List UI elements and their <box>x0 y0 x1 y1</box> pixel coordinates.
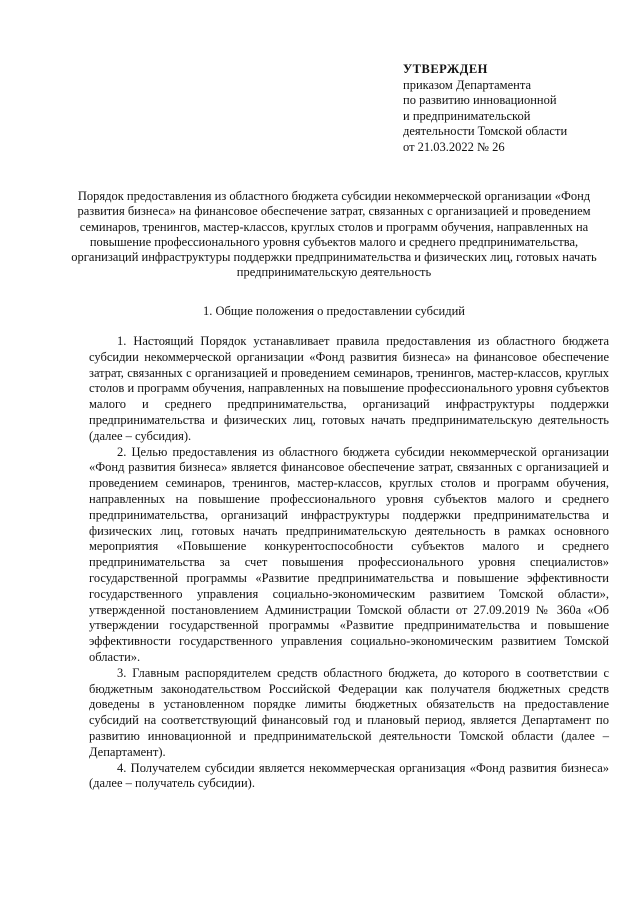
approval-title: УТВЕРЖДЕН <box>403 62 488 76</box>
section-heading: 1. Общие положения о предоставлении субсидий <box>203 304 465 318</box>
approval-line: деятельности Томской области <box>403 124 568 139</box>
document-body <box>89 334 609 792</box>
paragraph: 2. Целью предоставления из областного бюджета субсидии некоммерческой организации «Фонд развития бизнеса» является финансовое обеспечение затрат, связанных с организацией и проведением семинаров, тренингов, мастер-классов, круглых столов и программ обучения, направленных на повышение профессионального уровня субъектов малого и среднего предпринимательства, организаций инфраструктуры поддержки предпринимательства и физических лиц, готовых начать предпринимательскую деятельность в рамках основного мероприятия «Повышение конкурентоспособности субъектов малого и среднего предпринимательства за счет повышения профессионального уровня специалистов» государственной программы «Развитие предпринимательства и повышение эффективности государственного управления социально-экономическим развитием Томской области», утвержденной постановлением Администрации Томской области от 27.09.2019 № 360а «Об утверждении государственной программы «Развитие предпринимательства и повышение эффективности государственного управления социально-экономическим развитием Томской области». <box>89 444 609 664</box>
approval-line: по развитию инновационной <box>403 93 557 108</box>
approval-line: и предпринимательской <box>403 108 531 123</box>
approval-line: приказом Департамента <box>403 77 531 92</box>
document-title: Порядок предоставления из областного бюджета субсидии некоммерческой организации «Фонд развития бизнеса» на финансовое обеспечение затрат, связанных с организацией и проведением семинаров, тренингов, мастер-классов, круглых столов и программ обучения, направленных на повышение профессионального уровня субъектов малого и среднего предпринимательства, организаций инфраструктуры поддержки предпринимательства и физических лиц, готовых начать предпринимательскую деятельность <box>71 189 597 280</box>
paragraph: 4. Получателем субсидии является некоммерческая организация «Фонд развития бизнеса» (далее – получатель субсидии). <box>89 760 609 791</box>
paragraph: 3. Главным распорядителем средств областного бюджета, до которого в соответствии с бюджетным законодательством Российской Федерации как получателя бюджетных средств доведены в установленном порядке лимиты бюджетных обязательств на предоставление субсидий на соответствующий финансовый год и плановый период, является Департамент по развитию инновационной и предпринимательской деятельности Томской области (далее – Департамент). <box>89 665 609 759</box>
approval-line: от 21.03.2022 № 26 <box>403 139 505 154</box>
paragraph: 1. Настоящий Порядок устанавливает правила предоставления из областного бюджета субсидии некоммерческой организации «Фонд развития бизнеса» на финансовое обеспечение затрат, связанных с организацией и проведением семинаров, тренингов, мастер-классов, круглых столов и программ обучения, направленных на повышение профессионального уровня субъектов малого и среднего предпринимательства, организаций инфраструктуры поддержки предпринимательства и физических лиц, готовых начать предпринимательскую деятельность (далее – субсидия). <box>89 334 609 443</box>
approval-stamp <box>403 62 603 156</box>
